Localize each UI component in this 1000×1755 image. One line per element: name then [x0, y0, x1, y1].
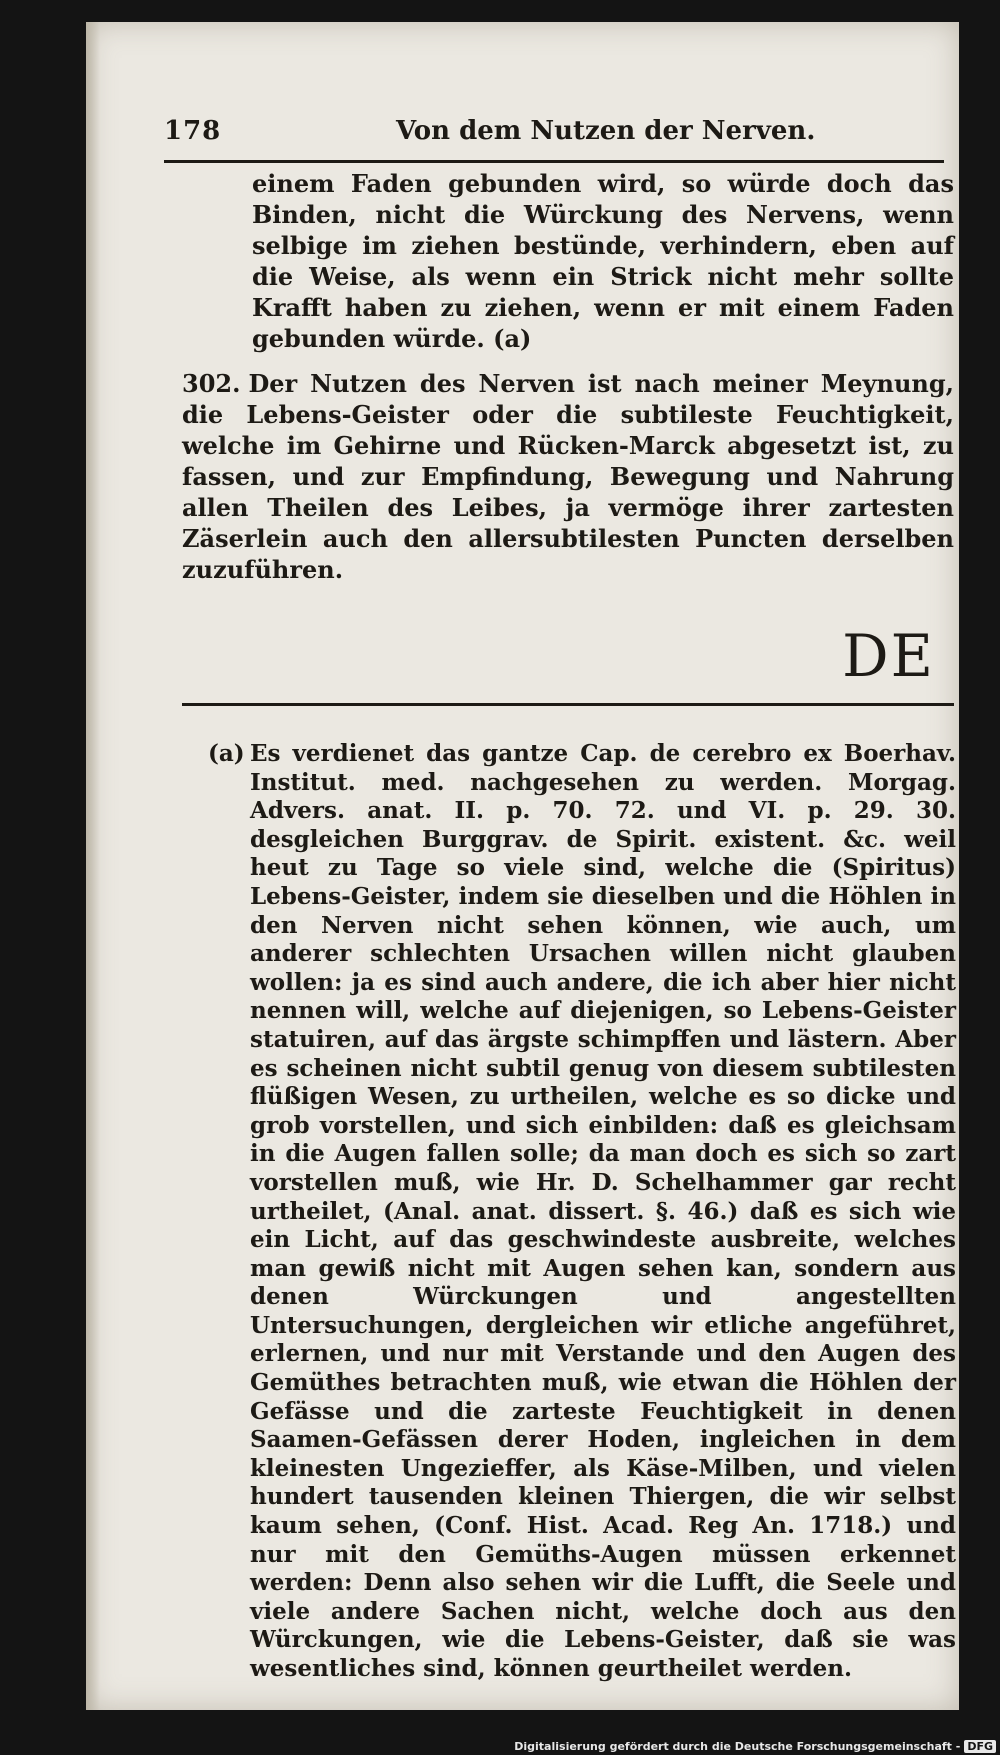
running-title: Von dem Nutzen der Nerven.: [396, 116, 816, 146]
footnote-text: Es verdienet das gantze Cap. de cerebro ex Boerhav. Institut. med. nachgesehen zu werden. Morgag. Advers. anat. II. p. 70. 72. und VI. p. 29. 30. desgleichen Burggrav. de Spirit. existent. &c. weil heut zu Tage so viele sind, welche die (Spiritus) Lebens-Geister, indem sie dieselben und die Höhlen in den Nerven nicht sehen können, wie auch, um anderer schlechten Ursachen willen nicht glauben wollen: ja es sind auch andere, die ich aber hier nicht nennen will, welche auf diejenigen, so Lebens-Geister statuiren, auf das ärgste schimpffen und lästern. Aber es scheinen nicht subtil genug von diesem subtilesten flüßigen Wesen, zu urtheilen, welche es so dicke und grob vorstellen, und sich einbilden: daß es gleichsam in die Augen fallen solle; da man doch es sich so zart vorstellen muß, wie Hr. D. Schelhammer gar recht urtheilet, (Anal. anat. dissert. §. 46.) daß es sich wie ein Licht, auf das geschwindeste ausbreite, welches man gewiß nicht mit Augen sehen kan, sondern aus denen Würckungen und angestellten Untersuchungen, dergleichen wir etliche angeführet, erlernen, und nur mit Verstande und den Augen des Gemüthes betrachten muß, wie etwan die Höhlen der Gefässe und die zarteste Feuchtigkeit in denen Saamen-Gefässen derer Hoden, ingleichen in dem kleinesten Ungezieffer, als Käse-Milben, und vielen hundert tausenden kleinen Thiergen, die wir selbst kaum sehen, (Conf. Hist. Acad. Reg An. 1718.) und nur mit den Gemüths-Augen müssen erkennet werden: Denn also sehen wir die Lufft, die Seele und viele andere Sachen nicht, welche doch aus den Würckungen, wie die Lebens-Geister, daß sie was wesentliches sind, können geurtheilet werden.: [250, 740, 956, 1682]
paragraph-302-text: Der Nutzen des Nerven ist nach meiner Meynung, die Lebens-Geister oder die subtileste Feuchtigkeit, welche im Gehirne und Rücken-Marck abgesetzt ist, zu fassen, und zur Empfindung, Bewegung und Nahrung allen Theilen des Leibes, ja vermöge ihrer zartesten Zäserlein auch den allersubtilesten Puncten derselben zuzuführen.: [182, 369, 954, 584]
book-page: [86, 22, 959, 1710]
page-header: [164, 108, 944, 158]
page-spine-shadow: [86, 22, 100, 1710]
header-rule: [164, 160, 944, 163]
main-text: [182, 168, 954, 585]
paragraph-302: [182, 368, 954, 585]
dfg-watermark: [514, 1740, 996, 1753]
catchword: DE: [842, 622, 935, 690]
watermark-text: Digitalisierung gefördert durch die Deutsche Forschungsgemeinschaft -: [514, 1740, 961, 1753]
paragraph-number: 302.: [182, 369, 241, 398]
footnote: [208, 740, 956, 1684]
dfg-logo: DFG: [964, 1740, 996, 1753]
footnote-rule: [182, 703, 954, 706]
page-number: 178: [164, 116, 222, 146]
continuation-paragraph: einem Faden gebunden wird, so würde doch das Binden, nicht die Würckung des Nervens, wenn selbige im ziehen bestünde, verhindern, eben auf die Weise, als wenn ein Strick nicht mehr sollte Krafft haben zu ziehen, wenn er mit einem Faden gebunden würde. (a): [252, 169, 954, 353]
footnote-mark: (a): [208, 740, 245, 767]
